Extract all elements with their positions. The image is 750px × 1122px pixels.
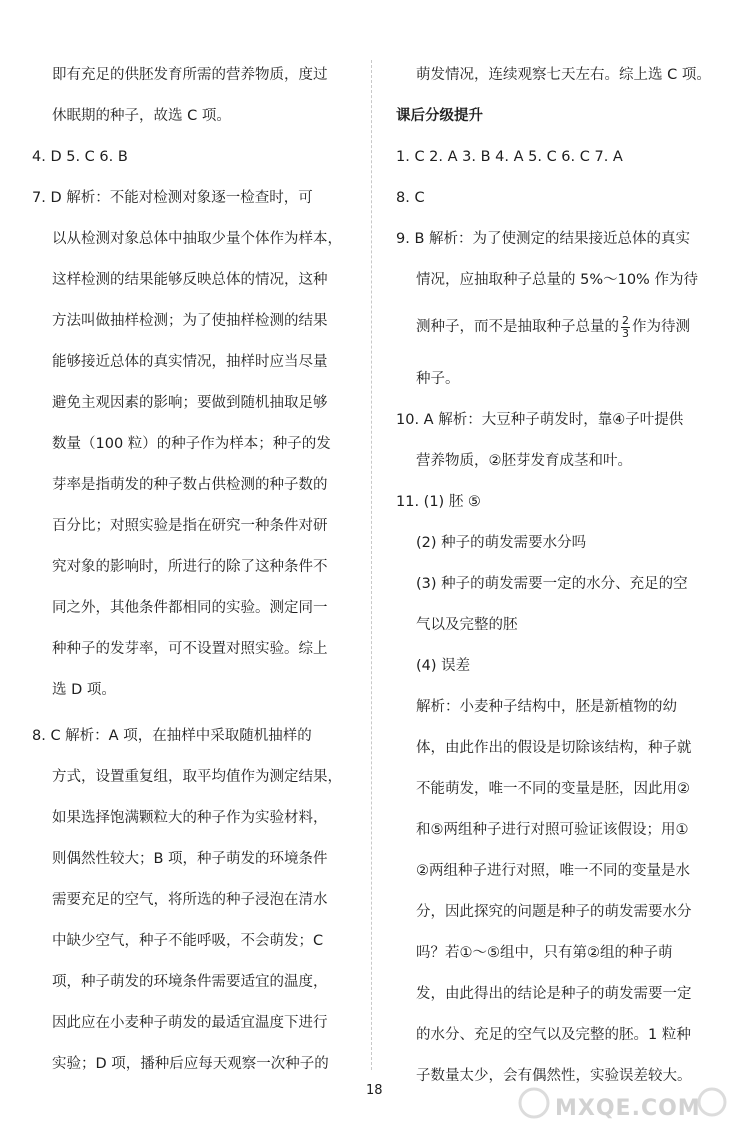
section-heading: 课后分级提升 [396, 108, 483, 124]
answer-line: 7. D 解析：不能对检测对象逐一检查时，可 [32, 190, 313, 206]
text-line: 则偶然性较大；B 项，种子萌发的环境条件 [52, 851, 328, 867]
text-line: 如果选择饱满颗粒大的种子作为实验材料， [52, 810, 328, 826]
text-line: 项，种子萌发的环境条件需要适宜的温度， [52, 974, 328, 990]
text-line: 和⑤两组种子进行对照可验证该假设；用① [416, 822, 689, 838]
fraction [621, 315, 630, 340]
text-line: 即有充足的供胚发育所需的营养物质，度过 [52, 67, 328, 83]
text-line: 分，因此探究的问题是种子的萌发需要水分 [416, 904, 692, 920]
text-line: 气以及完整的胚 [416, 617, 518, 633]
answer-line: 11. (1) 胚 ⑤ [396, 494, 481, 510]
text-line: 这样检测的结果能够反映总体的情况，这种 [52, 272, 328, 288]
text-segment: 测种子，而不是抽取种子总量的 [416, 319, 619, 335]
text-line: (2) 种子的萌发需要水分吗 [416, 535, 587, 551]
text-line: 发，由此得出的结论是种子的萌发需要一定 [416, 986, 692, 1002]
text-line: 需要充足的空气，将所选的种子浸泡在清水 [52, 892, 328, 908]
text-line: (3) 种子的萌发需要一定的水分、充足的空 [416, 576, 688, 592]
text-line: 休眠期的种子，故选 C 项。 [52, 108, 231, 124]
text-line: 实验；D 项，播种后应每天观察一次种子的 [52, 1056, 329, 1072]
text-line: 解析：小麦种子结构中，胚是新植物的幼 [416, 699, 677, 715]
text-line: 营养物质，②胚芽发育成茎和叶。 [416, 453, 632, 469]
text-line: 吗？若①～⑤组中，只有第②组的种子萌 [416, 945, 673, 961]
text-line: 的水分、充足的空气以及完整的胚。1 粒种 [416, 1027, 691, 1043]
answer-line: 10. A 解析：大豆种子萌发时，靠④子叶提供 [396, 412, 684, 428]
answer-line: 8. C 解析：A 项，在抽样中采取随机抽样的 [32, 728, 312, 744]
text-line: 萌发情况，连续观察七天左右。综上选 C 项。 [416, 67, 711, 83]
text-line: 究对象的影响时，所进行的除了这种条件不 [52, 559, 328, 575]
page-number: 18 [366, 1083, 383, 1098]
text-segment: 作为待测 [632, 319, 690, 335]
text-line: 种子。 [416, 371, 460, 387]
answer-line: 1. C 2. A 3. B 4. A 5. C 6. C 7. A [396, 149, 623, 165]
text-line: 以从检测对象总体中抽取少量个体作为样本， [52, 231, 342, 247]
answer-line: 4. D 5. C 6. B [32, 149, 128, 165]
text-line: 方法叫做抽样检测；为了使抽样检测的结果 [52, 313, 328, 329]
text-line: 同之外，其他条件都相同的实验。测定同一 [52, 600, 328, 616]
text-line: 能够接近总体的真实情况，抽样时应当尽量 [52, 354, 328, 370]
text-line: (4) 误差 [416, 658, 471, 674]
text-line: 体，由此作出的假设是切除该结构，种子就 [416, 740, 692, 756]
text-line: 中缺少空气，种子不能呼吸，不会萌发；C [52, 933, 324, 949]
text-line: 芽率是指萌发的种子数占供检测的种子数的 [52, 477, 328, 493]
text-line: 方式，设置重复组，取平均值作为测定结果， [52, 769, 342, 785]
text-line: 百分比；对照实验是指在研究一种条件对研 [52, 518, 328, 534]
text-line: 选 D 项。 [52, 682, 116, 698]
column-divider [371, 60, 372, 1070]
text-line: 种种子的发芽率，可不设置对照实验。综上 [52, 641, 328, 657]
text-line: 数量（100 粒）的种子作为样本；种子的发 [52, 436, 331, 452]
text-line: 情况，应抽取种子总量的 5%～10% 作为待 [416, 272, 698, 288]
text-line: 不能萌发，唯一不同的变量是胚，因此用② [416, 781, 690, 797]
text-line-with-fraction [416, 312, 690, 342]
watermark-text: MXQE.COM [555, 1096, 701, 1121]
text-line: 因此应在小麦种子萌发的最适宜温度下进行 [52, 1015, 328, 1031]
text-line: ②两组种子进行对照，唯一不同的变量是水 [416, 863, 690, 879]
answer-line: 8. C [396, 190, 425, 206]
text-line: 避免主观因素的影响；要做到随机抽取足够 [52, 395, 328, 411]
text-line: 子数量太少，会有偶然性，实验误差较大。 [416, 1068, 692, 1084]
fraction-numerator: 2 [622, 313, 629, 327]
answer-line: 9. B 解析：为了使测定的结果接近总体的真实 [396, 231, 690, 247]
fraction-denominator: 3 [622, 326, 629, 340]
